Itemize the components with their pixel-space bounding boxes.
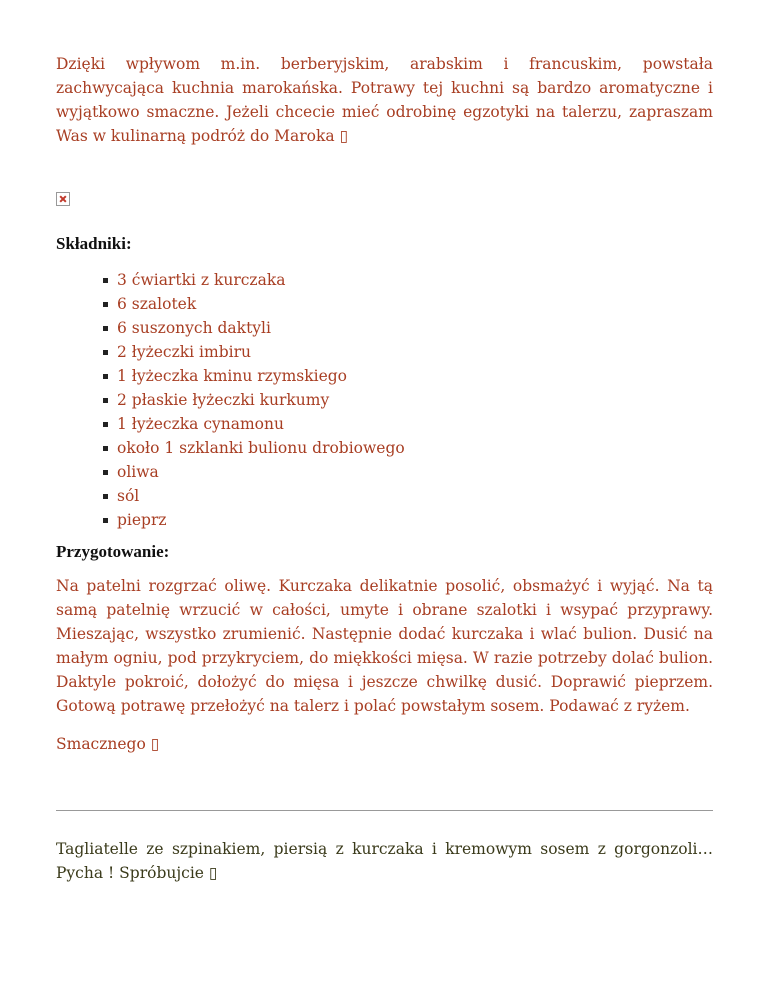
list-item: 1 łyżeczka kminu rzymskiego — [102, 364, 713, 388]
intro-paragraph: Dzięki wpływom m.in. berberyjskim, arabskim i francuskim, powstała zachwycająca kuchnia marokańska. Potrawy tej kuchni są bardzo aromatyczne i wyjątkowo smaczne. Jeżeli chcecie mieć odrobinę egzotyki na talerzu, zapraszam Was w kulinarną podróż do Maroka ▯ — [56, 55, 713, 145]
ingredients-list — [56, 268, 713, 532]
list-item: 3 ćwiartki z kurczaka — [102, 268, 713, 292]
list-item: 1 łyżeczka cynamonu — [102, 412, 713, 436]
related-post-link[interactable]: Tagliatelle ze szpinakiem, piersią z kurczaka i kremowym sosem z gorgonzoli… Pycha ! Spróbujcie ▯ — [56, 840, 713, 882]
preparation-paragraph: Na patelni rozgrzać oliwę. Kurczaka delikatnie posolić, obsmażyć i wyjąć. Na tą samą patelnię wrzucić w całości, umyte i obrane szalotki i wsypać przyprawy. Mieszając, wszystko zrumienić. Następnie dodać kurczaka i wlać bulion. Dusić na małym ogniu, pod przykryciem, do miękkości mięsa. W razie potrzeby dolać bulion. Daktyle pokroić, dołożyć do mięsa i jeszcze chwilkę dusić. Doprawić pieprzem. Gotową potrawę przełożyć na talerz i polać powstałym sosem. Podawać z ryżem. — [56, 577, 713, 715]
closing-text: Smacznego ▯ — [56, 735, 160, 753]
list-item: pieprz — [102, 508, 713, 532]
list-item: 6 suszonych daktyli — [102, 316, 713, 340]
ingredients-heading: Składniki: — [56, 234, 132, 253]
article-content — [56, 52, 713, 885]
list-item: 6 szalotek — [102, 292, 713, 316]
list-item: 2 łyżeczki imbiru — [102, 340, 713, 364]
broken-image-icon — [56, 192, 70, 206]
list-item: około 1 szklanki bulionu drobiowego — [102, 436, 713, 460]
list-item: sól — [102, 484, 713, 508]
preparation-heading: Przygotowanie: — [56, 542, 170, 561]
list-item: 2 płaskie łyżeczki kurkumy — [102, 388, 713, 412]
divider — [56, 810, 713, 811]
list-item: oliwa — [102, 460, 713, 484]
